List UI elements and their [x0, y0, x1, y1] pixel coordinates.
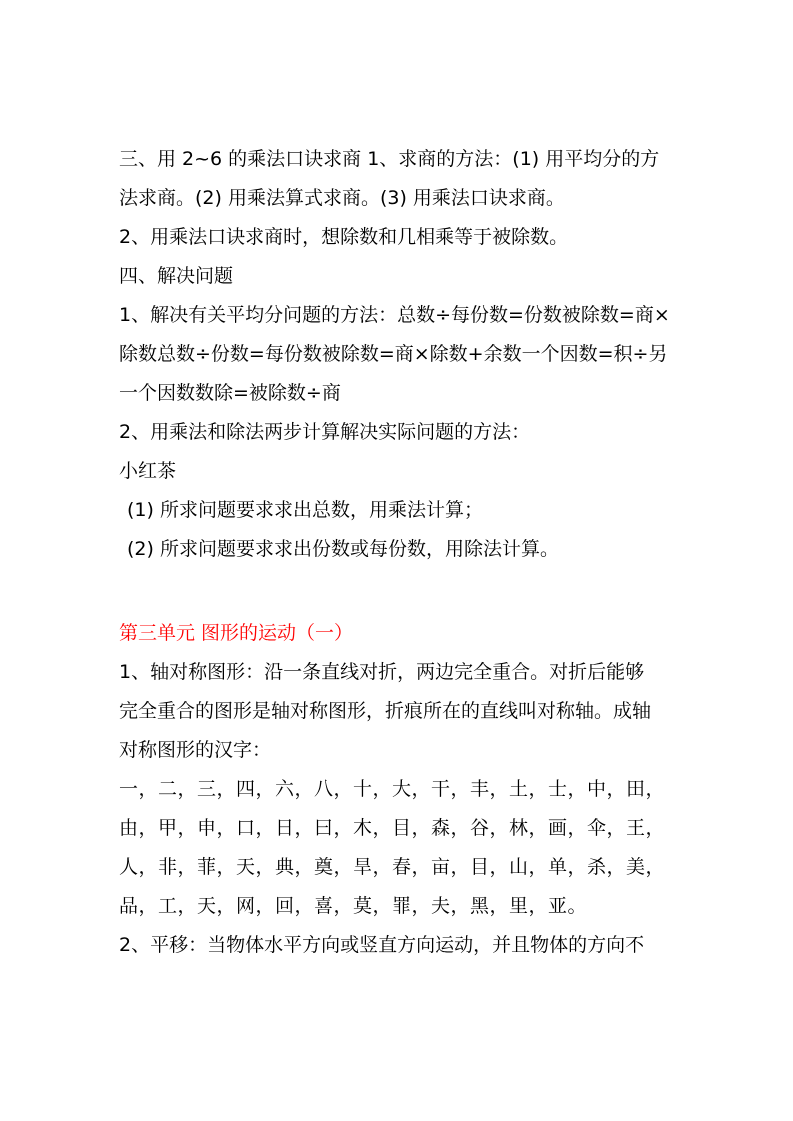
symmetric-chars-line-4: 品，工，天，网，回，喜，莫，罪，夫，黑，里，亚。	[119, 895, 588, 917]
document-body	[119, 140, 679, 965]
section3-line-1: 三、用 2~6 的乘法口诀求商 1、求商的方法：(1) 用平均分的方	[119, 148, 660, 170]
section4-line-2: 除数总数÷份数=每份数被除数=商×除数+余数一个因数=积÷另	[119, 343, 668, 365]
unit3-title: 第三单元 图形的运动（一）	[119, 622, 354, 644]
unit3-line-2: 完全重合的图形是轴对称图形，折痕所在的直线叫对称轴。成轴	[119, 700, 652, 722]
section4-title: 四、解决问题	[119, 265, 234, 287]
section4-line-3: 一个因数数除=被除数÷商	[119, 382, 341, 404]
section3-line-2: 法求商。(2) 用乘法算式求商。(3) 用乘法口诀求商。	[119, 187, 565, 209]
section4-item-1: (1) 所求问题要求求出总数，用乘法计算；	[127, 499, 483, 521]
section3-line-3: 2、用乘法口诀求商时，想除数和几相乘等于被除数。	[119, 226, 569, 248]
section4-line-5: 小红茶	[119, 460, 177, 482]
unit3-line-3: 对称图形的汉字：	[119, 739, 272, 761]
symmetric-chars-line-1: 一，二，三，四，六，八，十，大，干，丰，土，士，中，田，	[119, 778, 666, 800]
symmetric-chars-line-2: 由，甲，申，口，日，曰，木，目，森，谷，林，画，伞，王，	[119, 817, 666, 839]
section4-line-1: 1、解决有关平均分问题的方法：总数÷每份数=份数被除数=商×	[119, 304, 670, 326]
translation-line: 2、平移：当物体水平方向或竖直方向运动，并且物体的方向不	[119, 934, 645, 956]
section-gap	[119, 569, 679, 614]
section4-line-4: 2、用乘法和除法两步计算解决实际问题的方法：	[119, 421, 531, 443]
symmetric-chars-line-3: 人，非，菲，天，典，奠，旱，春，亩，目，山，单，杀，美，	[119, 856, 666, 878]
section4-item-2: (2) 所求问题要求求出份数或每份数，用除法计算。	[127, 538, 559, 560]
unit3-line-1: 1、轴对称图形：沿一条直线对折，两边完全重合。对折后能够	[119, 661, 645, 683]
